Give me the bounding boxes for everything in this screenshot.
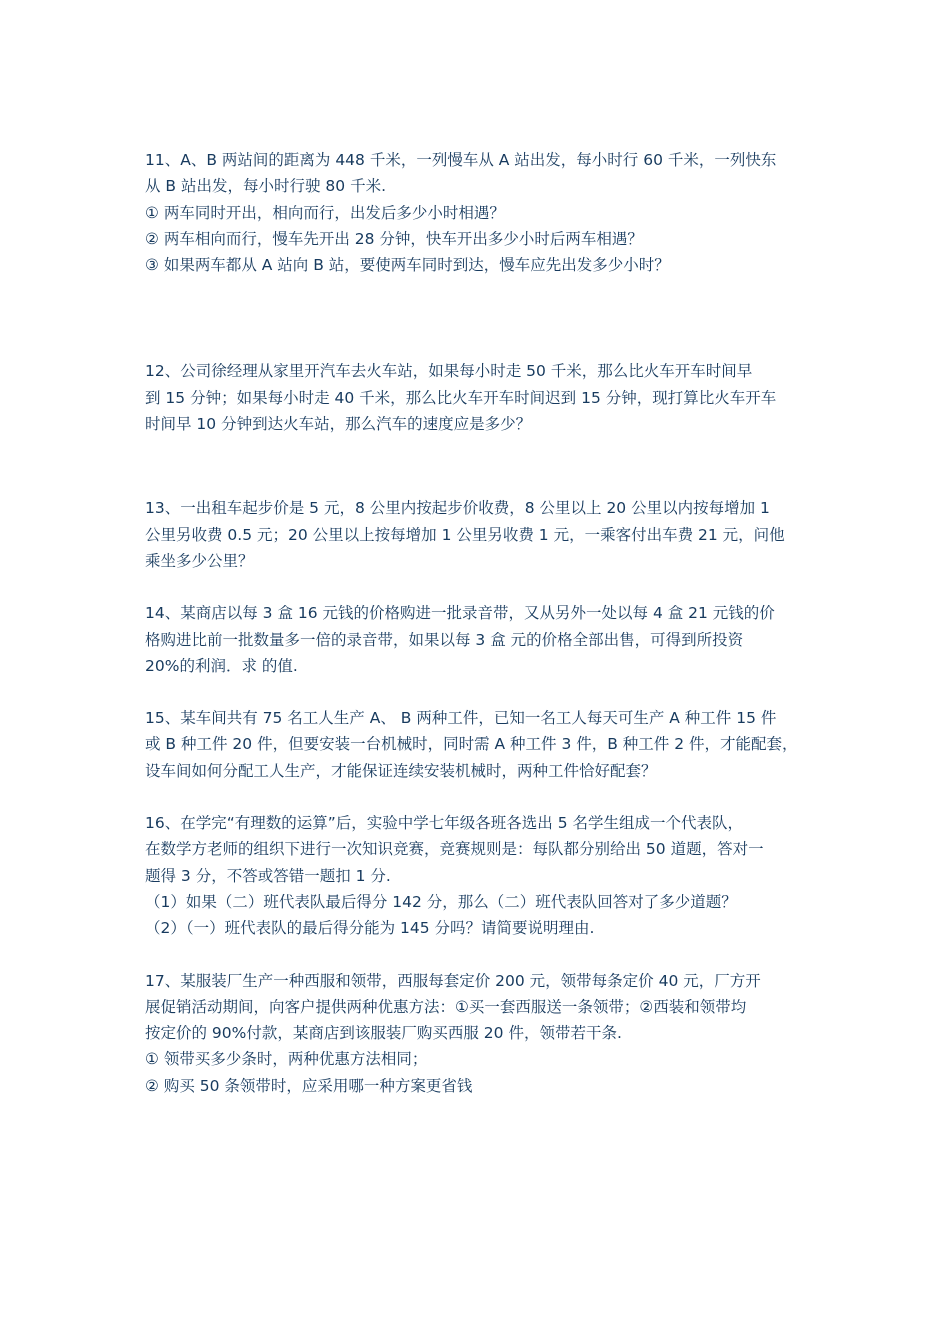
problem-line: 17、某服装厂生产一种西服和领带，西服每套定价 200 元，领带每条定价 40 元，厂方开 [145, 971, 761, 990]
problem-11 [145, 147, 815, 278]
problem-line: 16、在学完“有理数的运算”后，实验中学七年级各班各选出 5 名学生组成一个代表队， [145, 814, 744, 833]
problem-17 [145, 968, 815, 1099]
sub-question: ③ 如果两车都从 A 站向 B 站，要使两车同时到达，慢车应先出发多少小时？ [145, 256, 670, 275]
problem-line: 格购进比前一批数量多一倍的录音带，如果以每 3 盒 元的价格全部出售，可得到所投资 [145, 630, 744, 649]
problem-line: 20%的利润．求 的值. [145, 656, 298, 675]
problem-line: 14、某商店以每 3 盒 16 元钱的价格购进一批录音带，又从另外一处以每 4 盒 21 元钱的价 [145, 604, 775, 623]
problem-line: 到 15 分钟；如果每小时走 40 千米，那么比火车开车时间迟到 15 分钟，现打算比火车开车 [145, 388, 777, 407]
problem-line: 时间早 10 分钟到达火车站，那么汽车的速度应是多少？ [145, 415, 532, 434]
sub-question: ① 领带买多少条时，两种优惠方法相同； [145, 1050, 428, 1069]
problem-13 [145, 495, 815, 574]
sub-question: ② 购买 50 条领带时，应采用哪一种方案更省钱 [145, 1076, 473, 1095]
problem-line: 按定价的 90%付款，某商店到该服装厂购买西服 20 件，领带若干条. [145, 1024, 622, 1043]
problem-line: 13、一出租车起步价是 5 元，8 公里内按起步价收费，8 公里以上 20 公里以内按每增加 1 [145, 499, 770, 518]
sub-question: ① 两车同时开出，相向而行，出发后多少小时相遇？ [145, 203, 505, 222]
problem-line: 12、公司徐经理从家里开汽车去火车站，如果每小时走 50 千米，那么比火车开车时间早 [145, 362, 753, 381]
problem-line: 设车间如何分配工人生产，才能保证连续安装机械时，两种工件恰好配套？ [145, 761, 657, 780]
problem-line: 公里另收费 0.5 元；20 公里以上按每增加 1 公里另收费 1 元，一乘客付出车费 21 元，问他 [145, 525, 785, 544]
problem-15 [145, 705, 815, 784]
problem-12 [145, 358, 815, 437]
problem-16 [145, 810, 815, 941]
sub-question: （2）（一）班代表队的最后得分能为 145 分吗？请简要说明理由. [145, 919, 595, 938]
problem-line: 展促销活动期间，向客户提供两种优惠方法：①买一套西服送一条领带；②西装和领带均 [145, 997, 747, 1016]
problem-14 [145, 600, 815, 679]
problem-line: 在数学方老师的组织下进行一次知识竞赛，竞赛规则是：每队都分别给出 50 道题，答对一 [145, 840, 764, 859]
document-page [145, 147, 815, 1099]
problem-line: 15、某车间共有 75 名工人生产 A、 B 两种工件，已知一名工人每天可生产 A 种工件 15 件 [145, 709, 777, 728]
sub-question: ② 两车相向而行，慢车先开出 28 分钟，快车开出多少小时后两车相遇？ [145, 229, 643, 248]
problem-line: 从 B 站出发，每小时行驶 80 千米. [145, 177, 386, 196]
problem-line: 乘坐多少公里？ [145, 551, 254, 570]
problem-line: 题得 3 分，不答或答错一题扣 1 分. [145, 866, 391, 885]
sub-question: （1）如果（二）班代表队最后得分 142 分，那么（二）班代表队回答对了多少道题？ [145, 892, 737, 911]
problem-line: 或 B 种工件 20 件，但要安装一台机械时，同时需 A 种工件 3 件，B 种工件 2 件，才能配套， [145, 735, 798, 754]
problem-line: 11、A、B 两站间的距离为 448 千米，一列慢车从 A 站出发，每小时行 60 千米，一列快东 [145, 151, 777, 169]
